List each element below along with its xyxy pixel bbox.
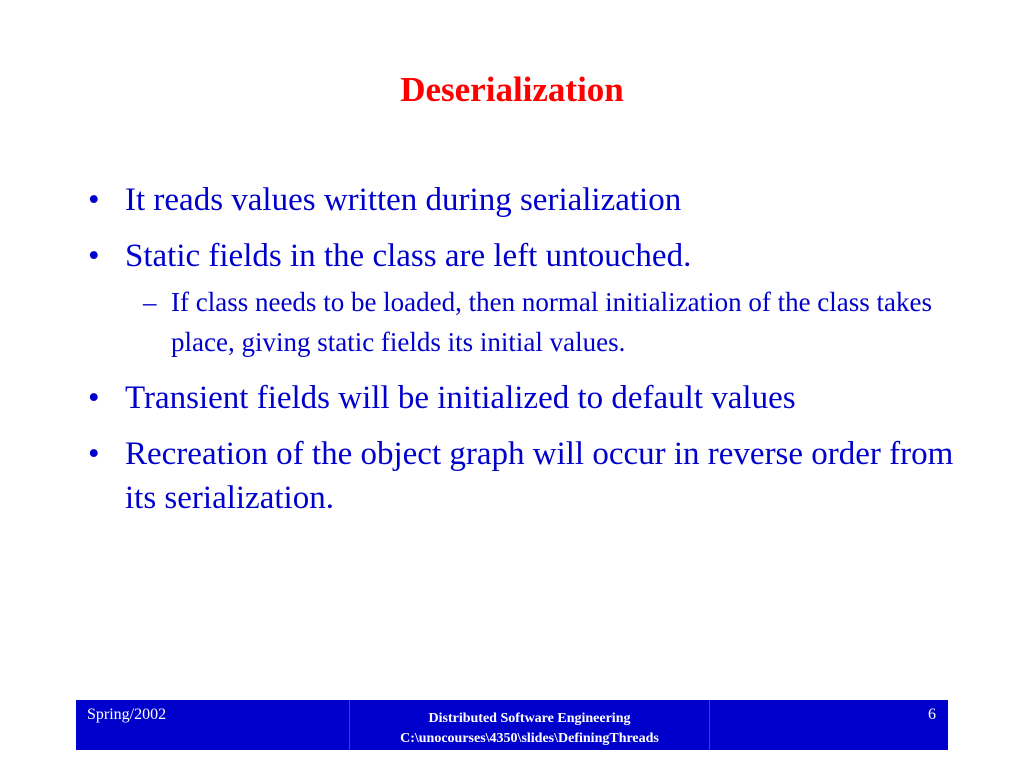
sub-bullet-marker: – [143, 287, 157, 317]
bullet-item [0, 178, 955, 222]
footer-page-number: 6 [928, 706, 936, 723]
bullet-item [0, 376, 955, 420]
footer-course-title: Distributed Software Engineering [428, 711, 631, 726]
bullet-text: Recreation of the object graph will occur in reverse order from its serialization. [125, 436, 954, 516]
bullet-marker: • [88, 380, 100, 416]
bullet-text: Static fields in the class are left untouched. [125, 238, 692, 274]
footer-file-path: C:\unocourses\4350\slides\DefiningThreads [400, 731, 659, 746]
sub-bullet-text: If class needs to be loaded, then normal initialization of the class takes place, giving static fields its initial values. [171, 287, 933, 357]
footer-date: Spring/2002 [76, 700, 350, 750]
bullet-marker: • [88, 182, 100, 218]
bullet-list [0, 178, 1024, 532]
bullet-marker: • [88, 238, 100, 274]
bullet-item [0, 234, 955, 278]
bullet-text: It reads values written during serialization [125, 182, 682, 218]
bullet-marker: • [88, 436, 100, 472]
bullet-text: Transient fields will be initialized to default values [125, 380, 796, 416]
slide-title: Deserialization [400, 70, 624, 109]
sub-bullet-item [0, 282, 941, 362]
bullet-item [0, 432, 955, 520]
footer-course-info [350, 700, 710, 750]
slide-footer [76, 700, 948, 750]
